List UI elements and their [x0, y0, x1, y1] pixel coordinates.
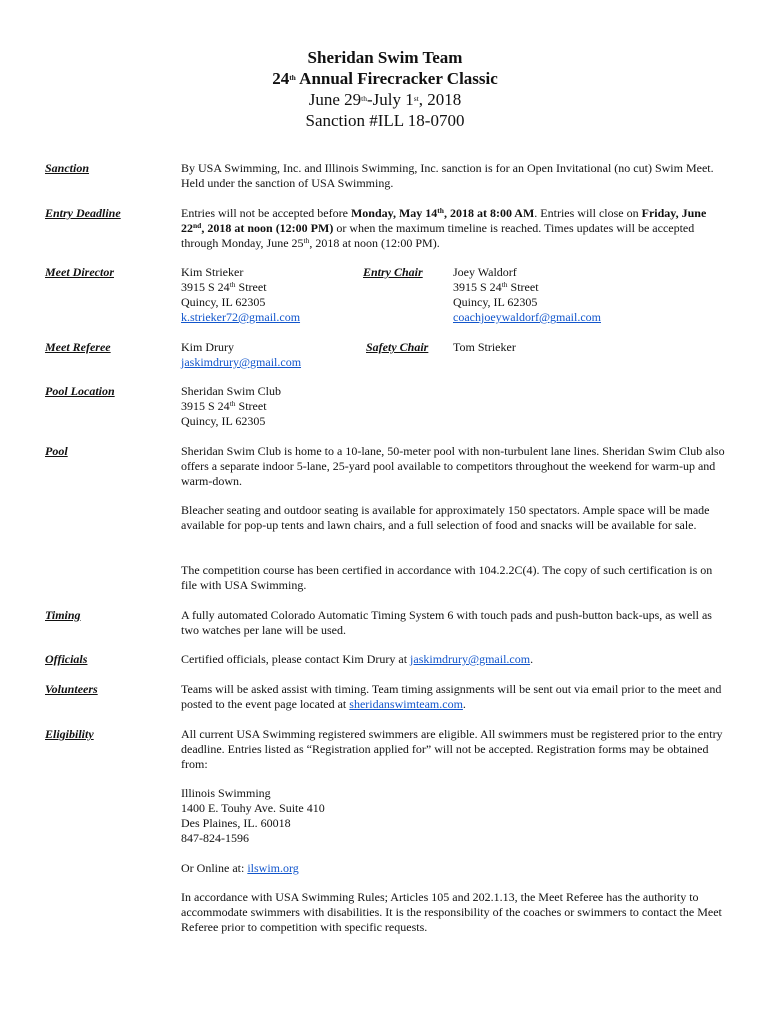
pool-location-label: Pool Location	[45, 384, 115, 398]
pool-location-info	[181, 384, 726, 429]
safety-chair-name: Tom Strieker	[453, 340, 516, 354]
pool-location-name: Sheridan Swim Club	[181, 384, 282, 398]
meet-director-name: Kim Strieker	[181, 265, 244, 279]
team-website-link[interactable]: sheridanswimteam.com	[349, 697, 463, 711]
event-title: 24th Annual Firecracker Classic	[272, 69, 498, 88]
entry-chair-city: Quincy, IL 62305	[453, 295, 538, 309]
ilswim-link[interactable]: ilswim.org	[247, 861, 299, 875]
volunteers-label: Volunteers	[45, 682, 98, 696]
eligibility-label: Eligibility	[45, 727, 94, 741]
disability-rules-text: In accordance with USA Swimming Rules; Articles 105 and 202.1.13, the Meet Referee has the authority to accommodate swimmers with disabilities. It is the responsibility of the coaches or swimmers to contact the Meet Referee prior to competition with specific requests.	[181, 890, 722, 934]
sanction-text: By USA Swimming, Inc. and Illinois Swimming, Inc. sanction is for an Open Invitational (no cut) Swim Meet. Held under the sanction of USA Swimming.	[181, 161, 714, 190]
eligibility-text: All current USA Swimming registered swimmers are eligible. All swimmers must be registered prior to the entry deadline. Entries listed as “Registration applied for” will not be accepted. Registration forms may be obtained from:	[181, 727, 723, 771]
pool-paragraph-1: Sheridan Swim Club is home to a 10-lane, 50-meter pool with non-turbulent lane lines. Sheridan Swim Club also offers a separate indoor 5-lane, 25-yard pool available to competitors throughout the weekend for warm-up and warm-down.	[181, 444, 725, 488]
timing-label: Timing	[45, 608, 81, 622]
event-dates: June 29th-July 1st, 2018	[308, 90, 462, 109]
org-phone: 847-824-1596	[181, 831, 249, 845]
meet-referee-name: Kim Drury	[181, 340, 234, 354]
meet-director-info	[181, 265, 351, 325]
entry-deadline-label: Entry Deadline	[45, 206, 121, 220]
team-name: Sheridan Swim Team	[307, 48, 463, 67]
meet-referee-email-link[interactable]: jaskimdrury@gmail.com	[181, 355, 302, 369]
meet-director-address: 3915 S 24th Street	[181, 280, 267, 294]
meet-referee-label: Meet Referee	[45, 340, 111, 354]
entry-chair-address: 3915 S 24th Street	[453, 280, 539, 294]
meet-director-label: Meet Director	[45, 265, 114, 279]
org-name: Illinois Swimming	[181, 786, 271, 800]
org-address-1: 1400 E. Touhy Ave. Suite 410	[181, 801, 325, 815]
sanction-number: Sanction #ILL 18-0700	[305, 111, 465, 130]
officials-text: Certified officials, please contact Kim Drury at jaskimdrury@gmail.com.	[181, 652, 534, 666]
entry-chair-label: Entry Chair	[363, 265, 423, 279]
pool-paragraph-2: Bleacher seating and outdoor seating is available for approximately 150 spectators. Ample space will be made available for pop-up tents and lawn chairs, and a full selection of food and snacks will be available for sale.	[181, 503, 710, 532]
volunteers-text: Teams will be asked assist with timing. Team timing assignments will be sent out via email prior to the meet and posted to the event page located at sheridanswimteam.com.	[181, 682, 722, 711]
document-header	[0, 47, 770, 131]
entry-chair-info	[453, 265, 733, 325]
meet-director-city: Quincy, IL 62305	[181, 295, 266, 309]
pool-location-city: Quincy, IL 62305	[181, 414, 266, 428]
meet-director-email-link[interactable]: k.strieker72@gmail.com	[181, 310, 301, 324]
illinois-swimming-address	[181, 786, 726, 846]
meet-referee-info	[181, 340, 351, 370]
safety-chair-label: Safety Chair	[366, 340, 429, 354]
timing-text: A fully automated Colorado Automatic Timing System 6 with touch pads and push-button back-ups, as well as two watches per lane will be used.	[181, 608, 712, 637]
pool-location-address: 3915 S 24th Street	[181, 399, 267, 413]
officials-label: Officials	[45, 652, 88, 666]
entry-chair-name: Joey Waldorf	[453, 265, 517, 279]
pool-label: Pool	[45, 444, 68, 458]
entry-chair-email-link[interactable]: coachjoeywaldorf@gmail.com	[453, 310, 601, 324]
sanction-label: Sanction	[45, 161, 90, 175]
pool-paragraph-3: The competition course has been certified in accordance with 104.2.2C(4). The copy of such certification is on file with USA Swimming.	[181, 563, 713, 592]
entry-deadline-text: Entries will not be accepted before Monday, May 14th, 2018 at 8:00 AM. Entries will close on Friday, June 22nd, 2018 at noon (12:00 PM) or when the maximum timeline is reached. Times updates will be accepted through Monday, June 25th, 2018 at noon (12:00 PM).	[181, 206, 707, 250]
officials-email-link[interactable]: jaskimdrury@gmail.com	[410, 652, 531, 666]
org-address-2: Des Plaines, IL. 60018	[181, 816, 291, 830]
online-line: Or Online at: ilswim.org	[181, 861, 299, 875]
